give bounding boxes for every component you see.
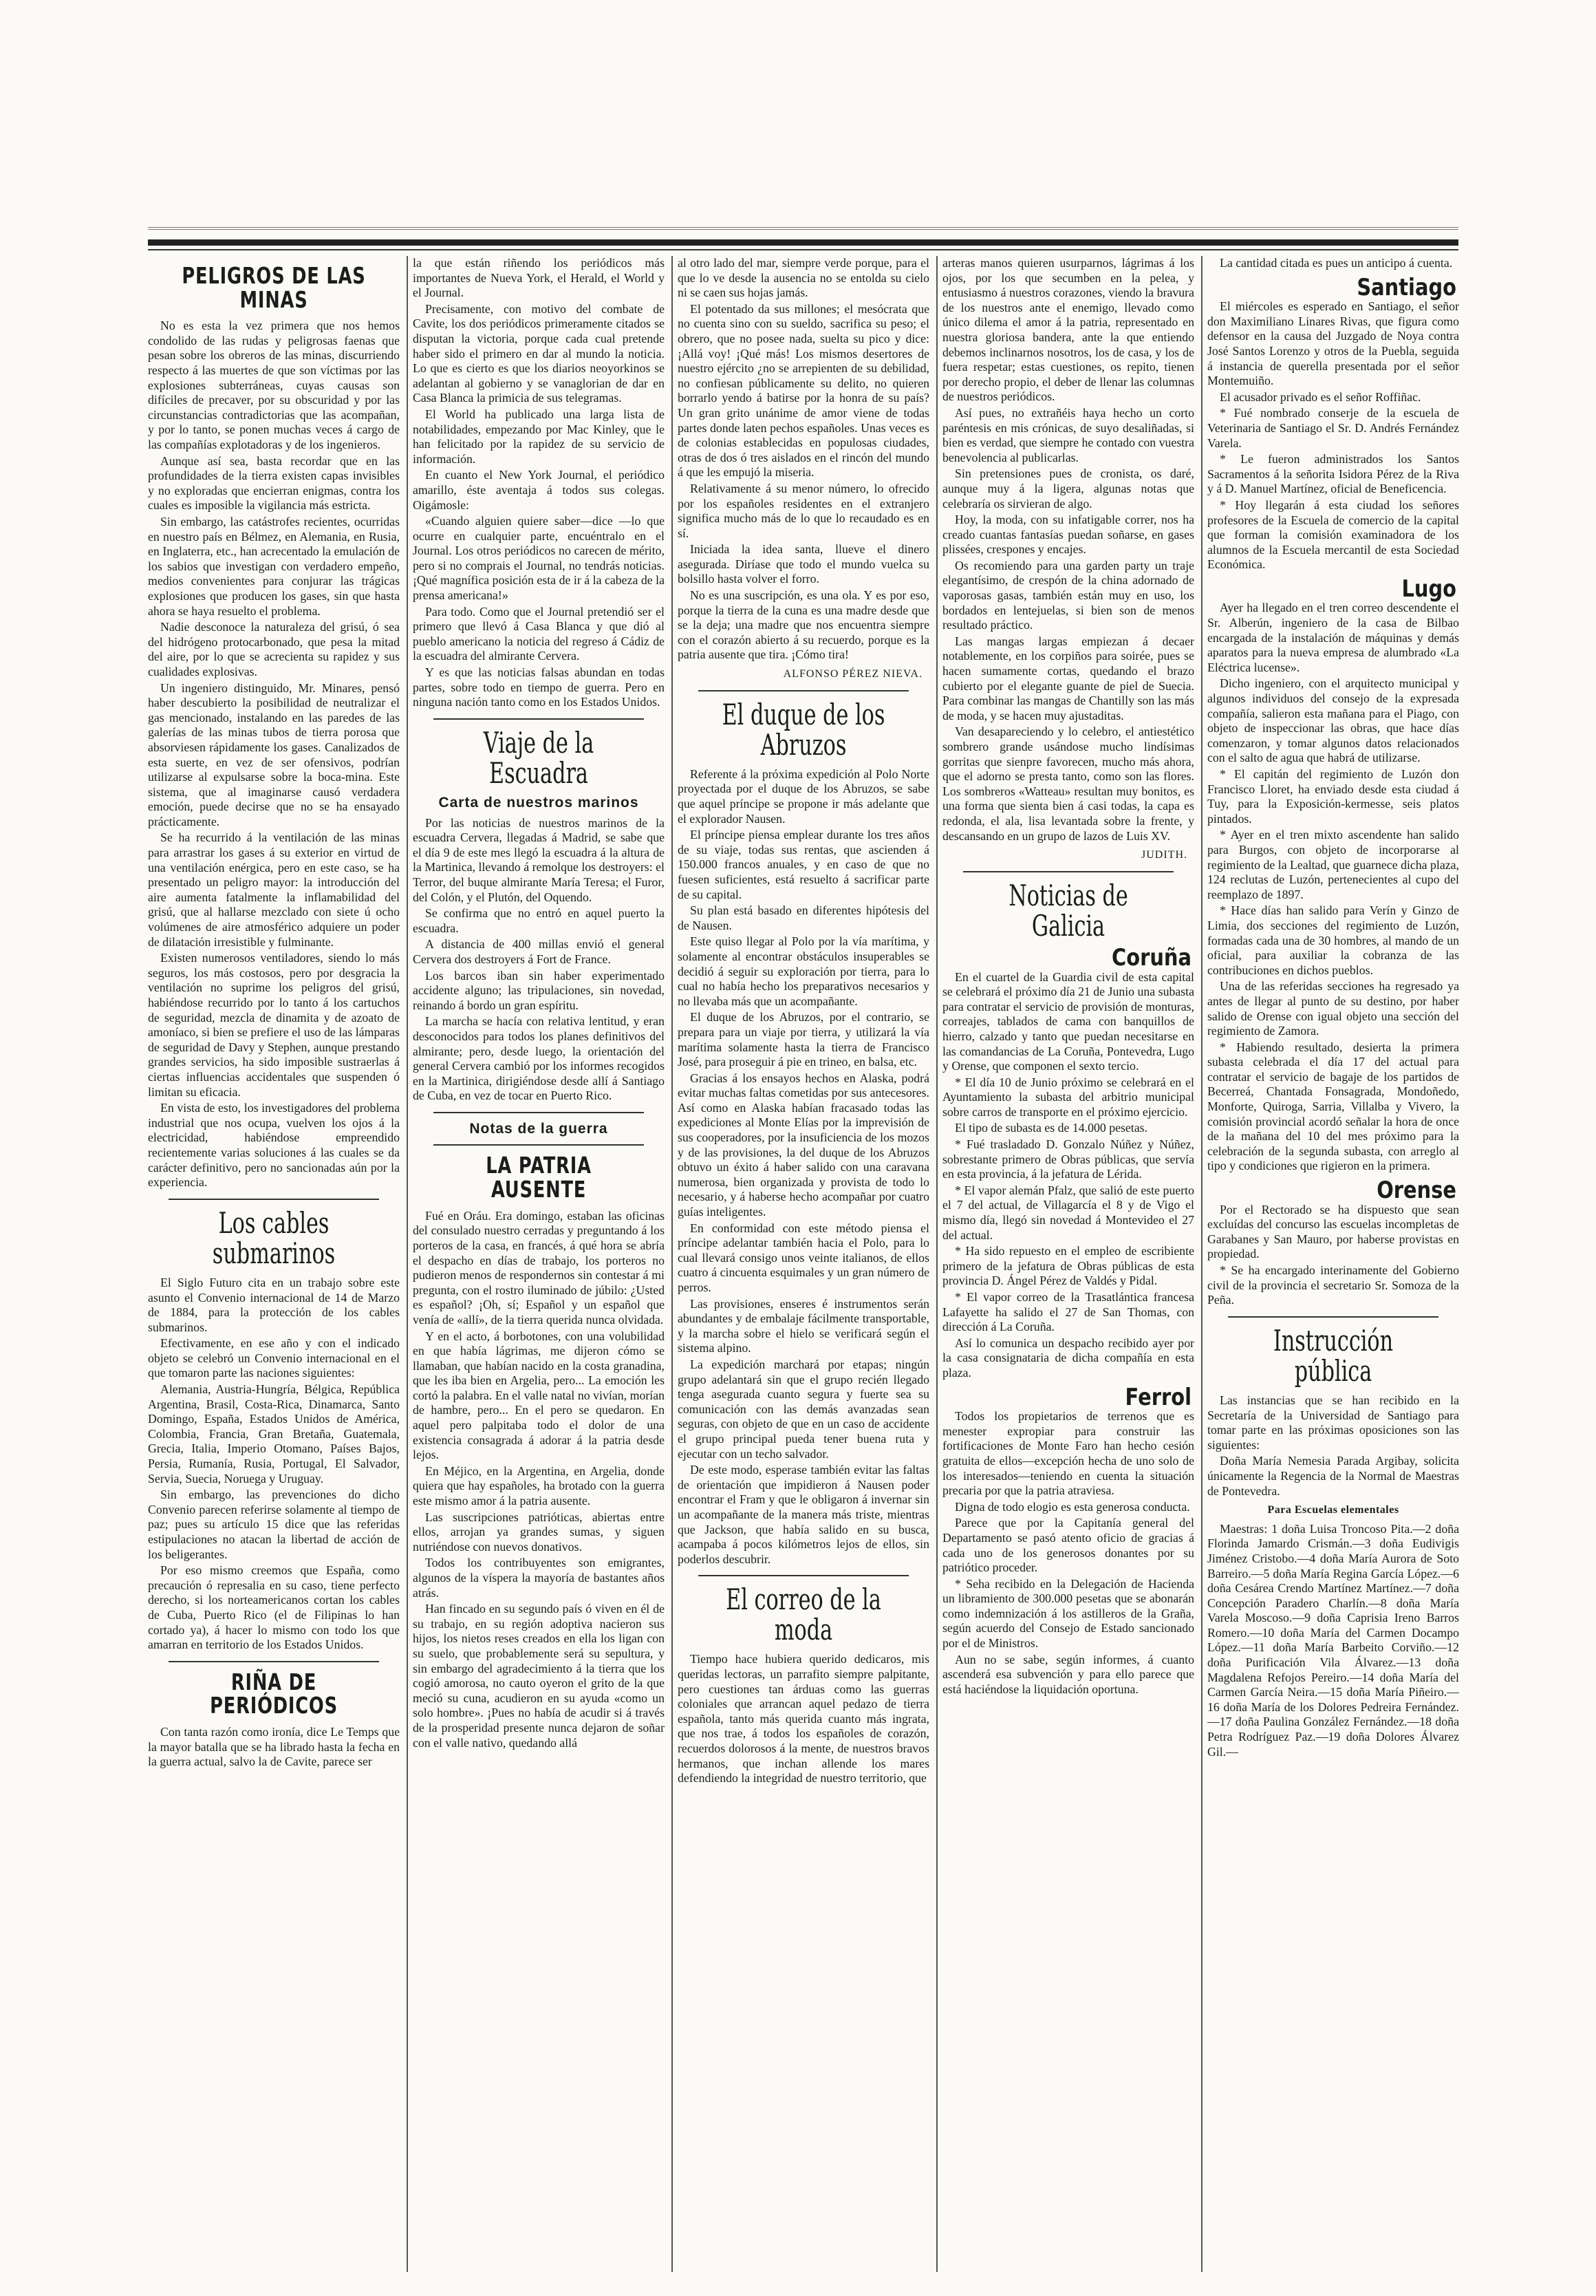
article-paragraph: Relativamente á su menor número, lo ofrecido por los españoles residentes en el extranjero significa mucho más de lo que lo recaudado es en sí. [678, 481, 929, 540]
article-paragraph: Los barcos iban sin haber experimentado accidente alguno; las tripulaciones, sin novedad, reinando á bordo un gran espíritu. [413, 968, 665, 1012]
article-paragraph: * Habiendo resultado, desierta la primera subasta celebrada el día 17 del actual para contratar el servicio de bagaje de los partidos de Becerreá, Chantada Fonsagrada, Mondoñedo, Monforte, Quiroga, Sarria, Villalba y Vivero, la comisión provincial acordó señalar la hora de once de la mañana del 10 del mes próximo para la celebración de la segunda subasta, con arreglo al tipo y condiciones que rigieron en la primera. [1207, 1040, 1459, 1173]
article-divider [433, 1112, 644, 1113]
article-paragraph: El Siglo Futuro cita en un trabajo sobre este asunto el Convenio internacional de 14 de Marzo de 1884, para la protección de los cables submarinos. [148, 1275, 400, 1334]
article-divider [169, 1199, 379, 1200]
article-heading: Viaje de la Escuadra [483, 725, 594, 790]
article-divider [698, 690, 909, 691]
article-paragraph: Las mangas largas empiezan á decaer notablemente, en los corpiños para soirée, pues se hacen sumamente cortas, quedando el brazo cubierto por el elegante guante de piel de Suecia. Para combinar las mangas de Chantilly son las más de moda, y se hacen muy ajustaditas. [942, 634, 1194, 722]
article-divider [1228, 1316, 1438, 1318]
article-paragraph: Efectivamente, en ese año y con el indicado objeto se celebró un Convenio internacional en el que tomaron parte las naciones siguientes: [148, 1336, 400, 1380]
article-paragraph: Nadie desconoce la naturaleza del grisú, ó sea del hidrógeno protocarbonado, que pesa la mitad del aire, por lo que se acrecienta su rapidez y sus cualidades explosivas. [148, 620, 400, 678]
article-paragraph: En Méjico, en la Argentina, en Argelia, donde quiera que hay españoles, ha brotado con la guerra este mismo amor á la patria ausente. [413, 1463, 665, 1508]
article-paragraph: El potentado da sus millones; el mesócrata que no cuenta sino con su sueldo, sacrifica su peso; el obrero, que no posee nada, suelta su pico y dice: ¡Allá voy! ¡Qué más! Los mismos desertores de nuestro ejército ¿no se arrepienten de su debilidad, no confiesan públicamente su delito, no quieren borrarlo yendo á batirse por la honra de su país? Un gran grito unánime de amor viene de todas partes donde laten pechos españoles. Unas veces es de colonias establecidas en populosas ciudades, otras de dos ó tres aislados en el rincón del mundo á que les empujó la miseria. [678, 301, 929, 480]
article-paragraph: Alemania, Austria-Hungría, Bélgica, República Argentina, Brasil, Costa-Rica, Dinamarca, Santo Domingo, España, Estados Unidos de América, Colombia, Francia, Gran Bretaña, Guatemala, Grecia, Italia, Imperio Otomano, Países Bajos, Persia, Rumanía, Rusia, Portugal, El Salvador, Servia, Suecia, Noruega y Uruguay. [148, 1382, 400, 1485]
article-paragraph: Referente á la próxima expedición al Polo Norte proyectada por el duque de los Abruzos, se sabe que aquel príncipe se propone ir más adelante que el explorador Nausen. [678, 766, 929, 826]
article-paragraph: Un ingeniero distinguido, Mr. Minares, pensó haber descubierto la posibilidad de neutralizar el gas mencionado, instalando en las paredes de las galerías de las minas tubos de tierra porosa que absorviesen rápidamente los gases. Canalizados de esta suerte, en vez de ser ofensivos, podrían utilizarse al expulsarse sobre la boca-mina. Este sistema, que al imaginarse causó verdadera emoción, puede decirse que no se ha ensayado prácticamente. [148, 680, 400, 828]
article-paragraph: La cantidad citada es pues un anticipo á cuenta. [1220, 256, 1453, 270]
city-heading: Lugo [1401, 575, 1456, 603]
header-rule [148, 239, 1458, 246]
article-paragraph: Así lo comunica un despacho recibido ayer por la casa consignataria de dicha compañía en esta plaza. [942, 1335, 1194, 1380]
article-paragraph: Se ha recurrido á la ventilación de las minas para arrastrar los gases á su exterior en virtud de una ventilación enérgica, pero en este caso, se ha presentado un peligro mayor: la introducción del aire aumenta fatalmente la inflamabilidad del grisú, que al hallarse mezclado con siete ú ocho volúmenes de aire atmosférico adquiere un poder de dilatación irresistible y fulminante. [148, 830, 400, 949]
column-2 [413, 256, 665, 2272]
article-paragraph: Dicho ingeniero, con el arquitecto municipal y algunos individuos del consejo de la expresada compañía, salieron esta mañana para el Piago, con objeto de inspeccionar las obras, que hace días comenzaron, y tomar algunos datos relacionados con el salto de agua que habrá de utilizarse. [1207, 676, 1459, 765]
article-paragraph: Aun no se sabe, según informes, á cuanto ascenderá esa subvención y para ello parece que está haciéndose la liquidación oportuna. [942, 1652, 1194, 1696]
article-paragraph: * El capitán del regimiento de Luzón don Francisco Lloret, ha enviado desde esta ciudad á Tuy, para la Exposición-kermesse, seis platos pintados. [1207, 767, 1459, 826]
article-paragraph: * Hoy llegarán á esta ciudad los señores profesores de la Escuela de comercio de la capital que forman la comisión examinadora de los alumnos de la Escuela mercantil de esta Sociedad Económica. [1207, 497, 1459, 572]
column-separator [1201, 256, 1203, 2272]
article-paragraph: Y es que las noticias falsas abundan en todas partes, sobre todo en tiempo de guerra. Pero en ninguna nación tanto como en los Estados Unidos. [413, 665, 665, 709]
article-paragraph: De este modo, esperase también evitar las faltas de orientación que impidieron á Nausen poder encontrar el Fram y que le obligaron á invernar sin un acompañante de la manera más triste, mientras que Jackson, que había salido en su busca, acampaba á pocos kilómetros lejos de ellos, sin poderlos descubrir. [678, 1463, 929, 1566]
article-paragraph: Para todo. Como que el Journal pretendió ser el primero que llevó á Casa Blanca y que dió al pueblo americano la noticia del regreso á Cádiz de la escuadra del almirante Cervera. [413, 604, 665, 663]
article-paragraph: El duque de los Abruzos, por el contrario, se prepara para un viaje por tierra, y utilizará la vía marítima solamente hasta la tierra de Francisco José, para proseguir á pie en trineo, en balsa, etc. [678, 1010, 929, 1069]
article-divider [698, 1575, 909, 1576]
article-paragraph: Sin embargo, las prevenciones do dicho Convenio parecen referirse solamente al tiempo de paz; pues su artículo 15 dice que las referidas estipulaciones no atacan la libertad de acción de los beligerantes. [148, 1488, 400, 1561]
article-paragraph: Todos los contribuyentes son emigrantes, algunos de la víspera la mayoría de bastantes años atrás. [413, 1556, 665, 1600]
article-paragraph: Maestras: 1 doña Luisa Troncoso Pita.—2 doña Florinda Jamardo Crismán.—3 doña Eudivigis Jiménez Cristobo.—4 doña María Aurora de Soto Barreiro.—5 doña María Regina García López.—6 doña Cesárea Crendo Martínez Martínez.—7 doña Concepción Paradero Charlín.—8 doña María Varela Moscoso.—9 doña Caprisia Ireno Barros Romero.—10 doña María del Carmen Docampo López.—11 doña María Barbeito Corviño.—12 doña Purificación Vila Álvarez.—13 doña Magdalena Refojos Pereiro.—14 doña María del Carmen García Neira.—15 doña María Piñeiro.—16 doña María de los Dolores Pedreira Fernández.—17 doña Paulina González Fernández.—18 doña Petra Rodríguez Paz.—19 doña Dolores Álvarez Gil.— [1207, 1521, 1459, 1759]
author-signature: ALFONSO PÉREZ NIEVA. [783, 668, 923, 680]
article-paragraph: * Ayer en el tren mixto ascendente han salido para Burgos, con objeto de incorporarse al regimiento de la Lealtad, que guarnece dicha plaza, 124 reclutas de Luzón, pertenecientes al cupo del reemplazo de 1897. [1207, 828, 1459, 901]
article-heading: Los cables submarinos [212, 1205, 336, 1270]
section-subheading: Carta de nuestros marinos [438, 795, 639, 811]
column-4 [942, 256, 1194, 2272]
article-divider [433, 1144, 644, 1146]
article-paragraph: arteras manos quieren usurparnos, lágrimas á los ojos, por los que secumben en la pelea, y entusiasmo á nuestros corazones, viendo la bravura de los nuestros ante el enemigo, llevado como único dilema el amor á la patria, representado en nuestra gloriosa bandera, ante la que entiendo debemos inclinarnos nosotros, los de casa, y los de fuera respetar; estas cuestiones, os repito, tienen por derecho propio, el deber de llenar las columnas de nuestros periódicos. [942, 256, 1194, 404]
article-heading: PELIGROS DE LAS MINAS [182, 262, 366, 313]
article-paragraph: Por eso mismo creemos que España, como precaución ó represalia en su caso, tiene perfecto derecho, si los norteamericanos cortan los cables de Cuba, Puerto Rico (el de Filipinas lo han cortado ya), á hacer lo mismo con todo los que amarran en territorio de los Estados Unidos. [148, 1563, 400, 1652]
header-rule-thin [148, 249, 1458, 250]
article-paragraph: En vista de esto, los investigadores del problema industrial que nos ocupa, vuelven los ojos á la electricidad, habiéndose empreendido recientemente varias soluciones á las cuales se da carácter definitivo, pero no sancionadas aún por la experiencia. [148, 1101, 400, 1190]
article-paragraph: Con tanta razón como ironía, dice Le Temps que la mayor batalla que se ha librado hasta la fecha en la guerra actual, salvo la de Cavite, parece ser [148, 1725, 400, 1769]
article-paragraph: Sin pretensiones pues de cronista, os daré, aunque muy á la ligera, algunas notas que celebraría os sirvieran de algo. [942, 466, 1194, 511]
article-paragraph: A distancia de 400 millas envió el general Cervera dos destroyers á Fort de France. [413, 937, 665, 966]
article-paragraph: El miércoles es esperado en Santiago, el señor don Maximiliano Linares Rivas, que figura como defensor en la causa del Juzgado de Noya contra José Santos Lorenzo y otros de la Puebla, seguida á instancia de querella presentada por el señor Montemuiño. [1207, 299, 1459, 388]
article-heading: Instrucción pública [1273, 1323, 1394, 1388]
article-paragraph: Digna de todo elogio es esta generosa conducta. [955, 1499, 1190, 1514]
article-heading: El duque de los Abruzos [722, 697, 885, 762]
article-paragraph: * El día 10 de Junio próximo se celebrará en el Ayuntamiento la subasta del arbitrio municipal sobre carros de transporte en el próximo ejercicio. [942, 1075, 1194, 1119]
article-paragraph: Una de las referidas secciones ha regresado ya antes de llegar al punto de su destino, por haber salido de Orense con igual objeto una sección del regimiento de Zamora. [1207, 979, 1459, 1038]
article-paragraph: En cuanto el New York Journal, el periódico amarillo, éste aventaja á todos sus colegas. Oigámosle: [413, 468, 665, 512]
article-divider [963, 871, 1174, 872]
column-5 [1207, 256, 1459, 2272]
article-paragraph: Gracias á los ensayos hechos en Alaska, podrá evitar muchas faltas cometidas por sus antecesores. Así como en Alaska habían fracasado todas las expediciones al Monte Elías por la imprevisión de sus cooperadores, por la insuficiencia de los mozos y de las provisiones, la del duque de los Abruzos obtuvo un éxito á haber salido con una caravana numerosa, bien organizada y provista de todo lo necesario, y á haberse hecho acompañar por cuatro guías inteligentes. [678, 1071, 929, 1219]
article-paragraph: Tiempo hace hubiera querido dedicaros, mis queridas lectoras, un parrafito siempre palpitante, pero cuestiones tan árduas como las guerras coloniales que arrancan aquel pedazo de tierra española, tanto más querida cuanto más ingrata, que nos trae, á todos los españoles de corazón, recuerdos dolorosos á la mente, de nuestros bravos hermanos, que inchan allende los mares defendiendo la integridad de nuestro territorio, que [678, 1652, 929, 1785]
article-paragraph: * Ha sido repuesto en el empleo de escribiente primero de la jefatura de Obras públicas de esta provincia D. Ángel Pérez de Valdés y Pidal. [942, 1244, 1194, 1288]
article-paragraph: La expedición marchará por etapas; ningún grupo adelantará sin que el grupo recién llegado tenga asegurada cuanto segura y fuerte sea su comunicación con las demás avanzadas sean seguras, con objeto de que en un caso de accidente el grupo principal pueda tener buena ruta y ejecutar con un techo salvador. [678, 1357, 929, 1461]
article-paragraph: Parece que por la Capitanía general del Departamento se pasó atento oficio de gracias á cada uno de los generosos donantes por su patriótico proceder. [942, 1516, 1194, 1575]
article-paragraph: * Le fueron administrados los Santos Sacramentos á la señorita Isidora Pérez de la Riva y á D. Manuel Martínez, oficial de Beneficencia. [1207, 452, 1459, 496]
article-paragraph: Las instancias que se han recibido en la Secretaría de la Universidad de Santiago para tomar parte en las próximas oposiciones son las siguientes: [1207, 1393, 1459, 1452]
article-paragraph: Su plan está basado en diferentes hipótesis del de Nausen. [678, 903, 929, 932]
article-paragraph: * Hace días han salido para Verín y Ginzo de Limia, dos secciones del regimiento de Luzón, formadas cada una de 30 hombres, al mando de un oficial, para auxiliar la cobranza de las contribuciones en dichos pueblos. [1207, 903, 1459, 977]
article-paragraph: * Seha recibido en la Delegación de Hacienda un libramiento de 300.000 pesetas que se abonarán como indemnización á los astilleros de la Graña, según acuerdo del Consejo de Estado sancionado por el de Ministros. [942, 1576, 1194, 1651]
article-paragraph: Van desapareciendo y lo celebro, el antiestético sombrero grande usándose mucho lindísimas gorritas que sienpre favorecen, mucho más ahora, que el adorno se presta tanto, como son las flores. Los sombreros «Watteau» resultan muy bonitos, es una forma que sienta bien á casi todas, la capa es redonda, el ala, lisa levantada sobre la frente, y descansando en un grupo de lazos de Luis XV. [942, 725, 1194, 843]
column-separator [671, 256, 673, 2272]
article-paragraph: No es una suscripción, es una ola. Y es por eso, porque la tierra de la cuna es una madre desde que se la deja; una madre que nos encuentra siempre con el corazón abierto á su recuerdo, porque es la patria ausente que tira. ¡Cómo tira! [678, 588, 929, 662]
article-heading: RIÑA DE PERIÓDICOS [210, 1668, 338, 1719]
author-signature: JUDITH. [1141, 849, 1187, 861]
article-paragraph: * Fué nombrado conserje de la escuela de Veterinaria de Santiago el Sr. D. Andrés Fernández Varela. [1207, 406, 1459, 450]
article-paragraph: Todos los propietarios de terrenos que es menester expropiar para construir las fortificaciones de Monte Faro han hecho cesión gratuita de ellos—excepción hecha de uno solo de los interesados—teniendo en cuenta la situación precaria por que la patria atraviesa. [942, 1409, 1194, 1498]
article-paragraph: Las suscripciones patrióticas, abiertas entre ellos, arrojan ya grandes sumas, y siguen nutriéndose con nuevos donativos. [413, 1510, 665, 1554]
article-paragraph: Por las noticias de nuestros marinos de la escuadra Cervera, llegadas á Madrid, se sabe que el día 9 de este mes llegó la escuadra á la altura de la Martinica, llevando á remolque los destroyers: el Terror, del buque almirante María Teresa; el Furor, del Colón, y el Plutón, del Oquendo. [413, 815, 665, 904]
city-heading: Orense [1377, 1177, 1456, 1205]
article-paragraph: No es esta la vez primera que nos hemos condolido de las rudas y peligrosas faenas que pesan sobre los obreros de las minas, discurriendo respecto á las muertes de que son víctimas por las explosiones subterráneas, cuyas causas son difíciles de precaver, por su obscuridad y por las circunstancias contradictorias que las acompañan, y por lo tanto, se ponen muchas veces á cargo de las compañías explotadoras y de los ingenieros. [148, 319, 400, 452]
article-paragraph: Han fincado en su segundo país ó viven en él de su trabajo, en su región adoptiva nacieron sus hijos, los nietos reses creados en ella los ligan con su suelo, que probablemente será su sepultura, y sin embargo del agradecimiento á la tierra que los cogió amorosa, no cauto oyeron el grito de la que meció su cuna, acudieron en su ayuda «como un solo hombre». ¡Pues no había de acudir si á través de la prosperidad presente nunca dejaron de soñar con el valle nativo, quedando allá [413, 1602, 665, 1750]
article-paragraph: El acusador privado es el señor Roffiñac. [1220, 389, 1421, 404]
article-paragraph: Las provisiones, enseres é instrumentos serán abundantes y de embalaje fácilmente transportable, y la marcha sobre el hielo se verificará según el sistema alpino. [678, 1296, 929, 1355]
article-paragraph: Existen numerosos ventiladores, siendo lo más seguros, los más costosos, pero por desgracia la ventilación no suprime los peligros del grisú, habiéndose recurrido por lo tanto á los cartuchos de seguridad, mezcla de dinamita y de azoato de amoníaco, si bien se prefiere el uso de las lámparas de seguridad de Davy y Stephen, aunque prestando grandes servicios, ha sido imposible sustraerlas á ciertas influencias accidentales que suspenden ó limitan su eficacia. [148, 951, 400, 1099]
article-paragraph: Os recomiendo para una garden party un traje elegantísimo, de crespón de la china adornado de vaporosas gasas, también están muy en uso, los bordados en lentejuelas, si bien son de menos resultado práctico. [942, 558, 1194, 632]
article-divider [169, 1661, 379, 1662]
city-heading: Coruña [1112, 943, 1191, 972]
article-paragraph: la que están riñendo los periódicos más importantes de Nueva York, el Herald, el World y el Journal. [413, 256, 665, 300]
article-heading: LA PATRIA AUSENTE [486, 1152, 592, 1203]
article-paragraph: Por el Rectorado se ha dispuesto que sean excluídas del concurso las escuelas incompletas de Garabanes y San Mauro, por haberse provistas en propiedad. [1207, 1202, 1459, 1261]
list-subheading: Para Escuelas elementales [1267, 1504, 1399, 1516]
column-3 [678, 256, 929, 2272]
column-separator [936, 256, 938, 2272]
article-paragraph: La marcha se hacía con relativa lentitud, y eran desconocidos para todos los planes definitivos del almirante; pero, desde luego, la orientación del general Cervera cambió por los informes recogidos en la Martinica, dirigiéndose desde allí á Santiago de Cuba, en vez de tocar en Puerto Rico. [413, 1014, 665, 1103]
article-paragraph: Sin embargo, las catástrofes recientes, ocurridas en nuestro país en Bélmez, en Alemania, en Rusia, en Inglaterra, etc., han acrecentado la emulación de los sabios que investigan con verdadero empeño, medios convenientes para conjurar las trágicas explosiones que producen los gases, sin que hasta ahora se haya resuelto el problema. [148, 515, 400, 618]
article-paragraph: Hoy, la moda, con su infatigable correr, nos ha creado cuantas fantasías puedan soñarse, en gases plissées, crespones y encajes. [942, 513, 1194, 557]
article-paragraph: * El vapor alemán Pfalz, que salió de este puerto el 7 del actual, de Villagarcía el 8 y de Vigo el mismo día, llegó sin novedad á Montevideo el 27 del actual. [942, 1183, 1194, 1242]
article-paragraph: Y en el acto, á borbotones, con una volubilidad en que había lágrimas, me dijeron cómo se llamaban, que habían nacido en la costa granadina, que les iba bien en Argelia, pero... La emoción les cortó la palabra. En el valle natal no vivían, morían de hambre, pero... En el pero se quedaron. En aquel pero palpitaba todo el dolor de una existencia consagrada á adorar á la patria desde lejos. [413, 1329, 665, 1462]
article-paragraph: * El vapor correo de la Trasatlántica francesa Lafayette ha salido el 27 de San Thomas, con dirección á La Coruña. [942, 1290, 1194, 1334]
city-heading: Ferrol [1125, 1383, 1191, 1411]
article-paragraph: Aunque así sea, basta recordar que en las profundidades de la tierra existen capas invisibles y no exploradas que encierran enigmas, contra los cuales es imposible la vigilancia más estricta. [148, 453, 400, 513]
article-paragraph: Precisamente, con motivo del combate de Cavite, los dos periódicos primeramente citados se disputan la victoria, porque cada cual pretende haber sido el primero en dar al mundo la noticia. Lo que es cierto es que los diarios neoyorkinos se adelantan al gobierno y se vanaglorian de dar en Casa Blanca la primicia de sus telegramas. [413, 301, 665, 405]
article-paragraph: Doña María Nemesia Parada Argibay, solicita únicamente la Regencia de la Normal de Maestras de Pontevedra. [1207, 1454, 1459, 1498]
article-paragraph: En el cuartel de la Guardia civil de esta capital se celebrará el próximo día 21 de Junio una subasta para contratar el servicio de provisión de monturas, correajes, tablados de cama con banquillos de hierro, calzado y tanto que puedan necesitarse en las comandancias de La Coruña, Pontevedra, Lugo y Orense, que componen el sexto tercio. [942, 969, 1194, 1073]
article-paragraph: * Se ha encargado interinamente del Gobierno civil de la provincia el secretario Sr. Somoza de la Peña. [1207, 1263, 1459, 1307]
article-heading: Noticias de Galicia [1009, 878, 1128, 943]
article-paragraph: El tipo de subasta es de 14.000 pesetas. [955, 1121, 1147, 1135]
article-heading: El correo de la moda [726, 1582, 881, 1647]
article-paragraph: En conformidad con este método piensa el príncipe adelantar también hacia el Polo, para lo cual llevará consigo unos veinte italianos, de ellos cuatro á cincuenta esquimales y un gran número de perros. [678, 1221, 929, 1294]
article-paragraph: al otro lado del mar, siempre verde porque, para el que lo ve desde la ausencia no se entolda su cielo ni se caen sus hojas jamás. [678, 256, 929, 300]
column-1 [148, 256, 400, 2272]
article-paragraph: El príncipe piensa emplear durante los tres años de su viaje, todas sus rentas, que ascienden á 150.000 francos anuales, y en caso de que no fuesen suficientes, está resuelto á sacrificar parte de su capital. [678, 828, 929, 901]
article-paragraph: * Fué trasladado D. Gonzalo Núñez y Núñez, sobrestante primero de Obras públicas, que servía en esta provincia, á la jefatura de Lérida. [942, 1137, 1194, 1181]
article-paragraph: Así pues, no extrañéis haya hecho un corto paréntesis en mis crónicas, de suyo desaliñadas, si bien es verdad, que siempre he contado con vuestra benevolencia al publicarlas. [942, 405, 1194, 464]
city-heading: Santiago [1357, 273, 1456, 301]
column-separator [407, 256, 408, 2272]
article-paragraph: Iniciada la idea santa, llueve el dinero asegurada. Diríase que todo el mundo vuelca su bolsillo hasta volver el forro. [678, 542, 929, 586]
article-paragraph: Fué en Oráu. Era domingo, estaban las oficinas del consulado nuestro cerradas y preguntando á los porteros de la casa, en francés, á qué hora se abría el despacho en días de trabajo, los porteros no pudieron menos de respondernos sin contestar á mi pregunta, con el rostro iluminado de júbilo: ¿Usted es español? ¡Oh, sí; Español y un español que venía de «allí», de la tierra querida nunca olvidada. [413, 1208, 665, 1327]
section-subheading: Notas de la guerra [469, 1120, 608, 1137]
article-paragraph: Este quiso llegar al Polo por la vía marítima, y solamente al encontrar obstáculos insuperables se decidió á seguir su exploración por tierra, para lo cual no había hecho los preparativos necesarios y no llevaba más que un acompañante. [678, 934, 929, 1008]
article-paragraph: Ayer ha llegado en el tren correo descendente el Sr. Alberún, ingeniero de la casa de Bilbao encargada de la instalación de máquinas y demás aparatos para la nueva empresa de alumbrado «La Eléctrica lucense». [1207, 601, 1459, 674]
article-paragraph: «Cuando alguien quiere saber—dice —lo que ocurre en cualquier parte, encuéntralo en el Journal. Los otros periódicos no carecen de mérito, pero si no comprais el Journal, no tendrás noticias. ¡Qué magnífica posición esta de ir á la cabeza de la prensa americana!» [413, 514, 665, 603]
article-paragraph: El World ha publicado una larga lista de notabilidades, empezando por Mac Kinley, que le han felicitado por la rapidez de su servicio de información. [413, 407, 665, 466]
top-dotted-rule [148, 227, 1458, 234]
article-paragraph: Se confirma que no entró en aquel puerto la escuadra. [413, 906, 665, 935]
article-divider [433, 718, 644, 720]
